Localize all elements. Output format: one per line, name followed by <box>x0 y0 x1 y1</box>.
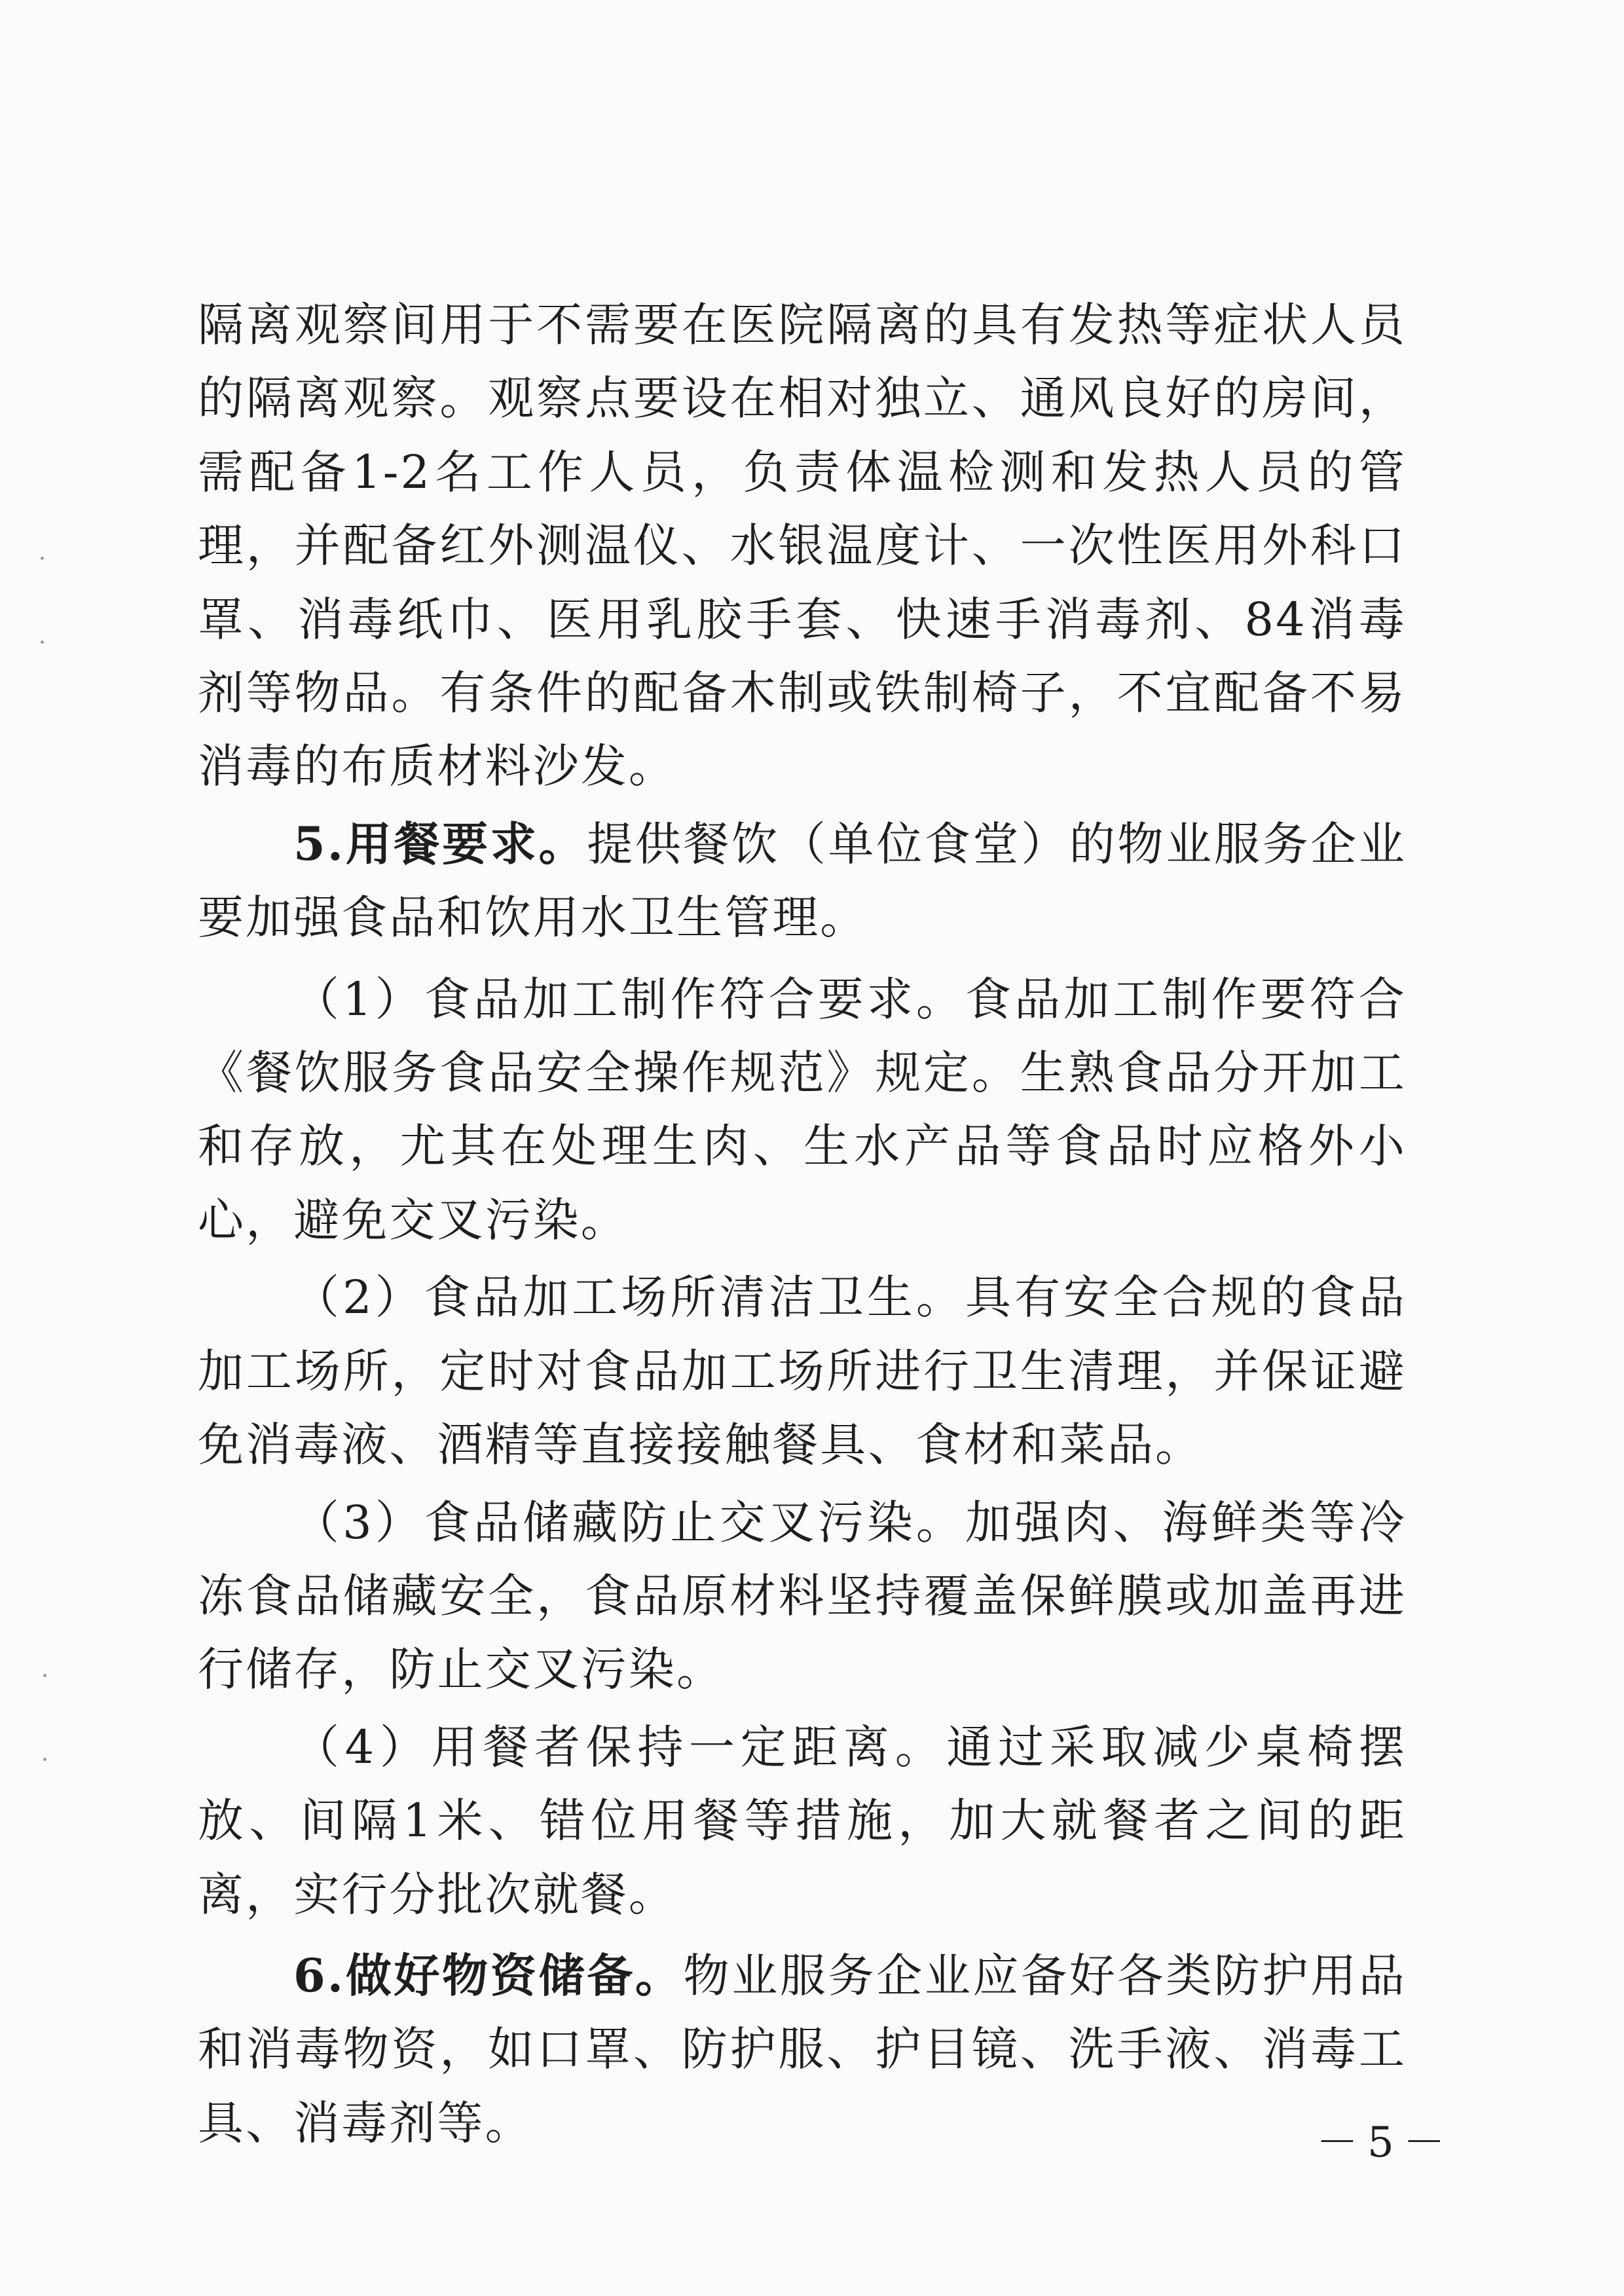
section-5-item-3: （3）食品储藏防止交叉污染。加强肉、海鲜类等冷冻食品储藏安全，食品原材料坚持覆盖保鲜膜或加盖再进行储存，防止交叉污染。 <box>198 1495 1407 1697</box>
binding-hole-mark <box>43 1758 46 1761</box>
section-5-item-4: （4）用餐者保持一定距离。通过采取减少桌椅摆放、间隔1米、错位用餐等措施，加大就餐者之间的距离，实行分批次就餐。 <box>198 1720 1407 1921</box>
section-5-paragraph <box>198 807 1407 955</box>
section-5-heading: 5.用餐要求。 <box>293 816 587 871</box>
continuation-paragraph: 隔离观察间用于不需要在医院隔离的具有发热等症状人员的隔离观察。观察点要设在相对独立、通风良好的房间，需配备1-2名工作人员，负责体温检测和发热人员的管理，并配备红外测温仪、水银温度计、一次性医用外科口罩、消毒纸巾、医用乳胶手套、快速手消毒剂、84消毒剂等物品。有条件的配备木制或铁制椅子，不宜配备不易消毒的布质材料沙发。 <box>198 298 1407 794</box>
section-5-item-1: （1）食品加工制作符合要求。食品加工制作要符合《餐饮服务食品安全操作规范》规定。生熟食品分开加工和存放，尤其在处理生肉、生水产品等食品时应格外小心，避免交叉污染。 <box>198 972 1407 1247</box>
document-body <box>198 288 1407 2160</box>
binding-hole-mark <box>41 640 44 644</box>
section-5-intro: 提供餐饮（单位食堂）的物业服务企业要加强食品和饮用水卫生管理。 <box>198 817 1407 945</box>
section-6-paragraph <box>198 1939 1407 2160</box>
section-6-heading: 6.做好物资储备。 <box>293 1948 684 2003</box>
section-5-item-2: （2）食品加工场所清洁卫生。具有安全合规的食品加工场所，定时对食品加工场所进行卫生清理，并保证避免消毒液、酒精等直接接触餐具、食材和菜品。 <box>198 1270 1407 1472</box>
page-number: －5－ <box>1316 2119 1454 2167</box>
section-6-body: 物业服务企业应备好各类防护用品和消毒物资，如口罩、防护服、护目镜、洗手液、消毒工具、消毒剂等。 <box>198 1948 1407 2150</box>
binding-hole-mark <box>41 557 44 560</box>
binding-hole-mark <box>43 1674 46 1677</box>
